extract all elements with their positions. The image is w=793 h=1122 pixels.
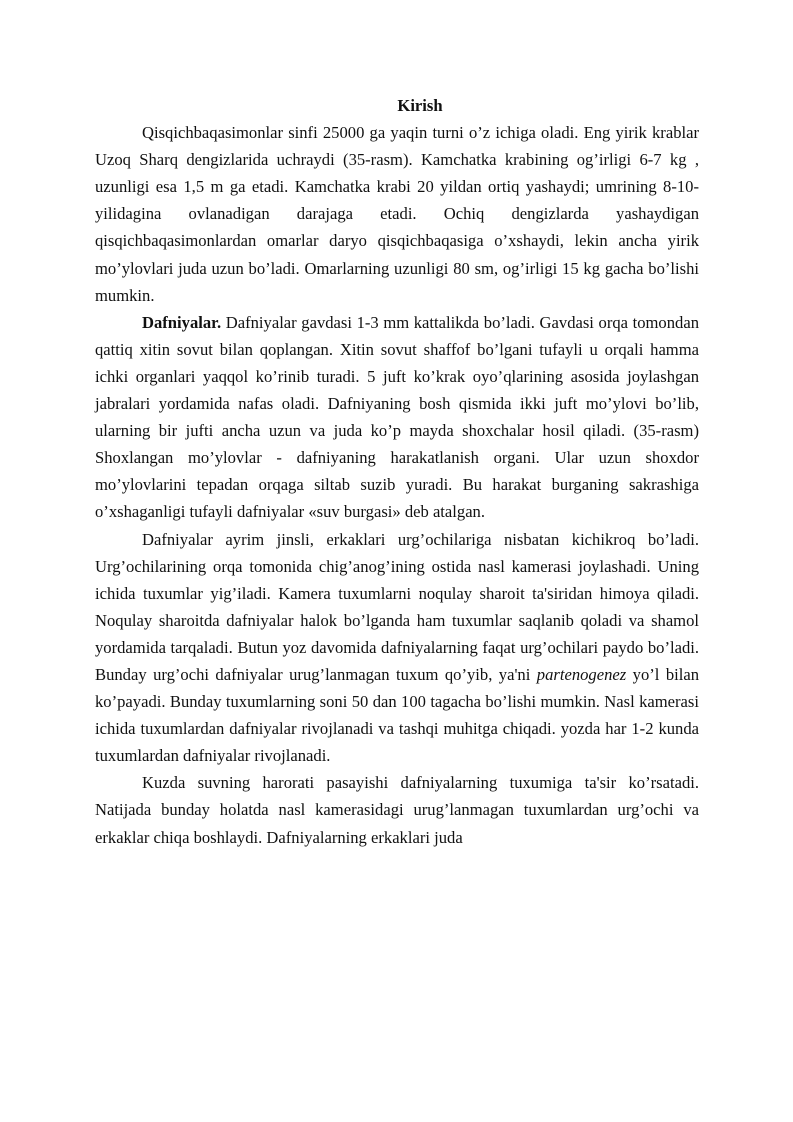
emphasis-run: partenogenez [536, 664, 627, 684]
document-body [95, 119, 699, 851]
body-paragraph [95, 309, 699, 526]
text-run: Qisqichbaqasimonlar sinfi 25000 ga yaqin turni o’z ichiga oladi. Eng yirik krablar Uzoq Sharq dengizlarida uchraydi (35-rasm). Kamchatka krabining og’irligi 6-7 kg , uzunligi esa 1,5 m ga etadi. Kamchatka krabi 20 yildan ortiq yashaydi; umrining 8-10-yilidagina ovlanadigan darajaga etadi. Ochiq dengizlarda yashaydigan qisqichbaqasimonlardan omarlar daryo qisqichbaqasiga o’xshaydi, lekin ancha yirik mo’ylovlari juda uzun bo’ladi. Omarlarning uzunligi 80 sm, og’irligi 15 kg gacha bo’lishi mumkin. [95, 123, 699, 305]
body-paragraph [95, 119, 699, 309]
page-title: Kirish [397, 96, 443, 115]
text-run: Kuzda suvning harorati pasayishi dafniyalarning tuxumiga ta'sir ko’rsatadi. Natijada bunday holatda nasl kamerasidagi urug’lanmagan tuxumlardan urg’ochi va erkaklar chiqa boshlaydi. Dafniyalarning erkaklari juda [95, 773, 699, 847]
document-page [95, 92, 699, 851]
text-run: Dafniyalar gavdasi 1-3 mm kattalikda bo’ladi. Gavdasi orqa tomondan qattiq xitin sovut bilan qoplangan. Xitin sovut shaffof bo’lgani tufayli u orqali hamma ichki organlari yaqqol ko’rinib turadi. 5 juft ko’krak oyo’qlarining asosida joylashgan jabralari yordamida nafas oladi. Dafniyaning bosh qismida ikki juft mo’ylovi bo’lib, ularning bir jufti ancha uzun va juda ko’p mayda shoxchalar hosil qiladi. (35-rasm) Shoxlangan mo’ylovlar - dafniyaning harakatlanish organi. Ular uzun shoxdor mo’ylovlarini tepadan orqaga siltab suzib yuradi. Bu harakat burganing sakrashiga o’xshaganligi tufayli dafniyalar «suv burgasi» deb atalgan. [95, 312, 699, 522]
section-heading-run: Dafniyalar. [142, 312, 222, 332]
text-run: Dafniyalar ayrim jinsli, erkaklari urg’ochilariga nisbatan kichikroq bo’ladi. Urg’ochilarining orqa tomonida chig’anog’ining ostida nasl kamerasi joylashadi. Uning ichida tuxumlar yig’iladi. Kamera tuxumlarni noqulay sharoit ta'siridan himoya qiladi. Noqulay sharoitda dafniyalar halok bo’lganda ham tuxumlar saqlanib qoladi va shamol yordamida tarqaladi. Butun yoz davomida dafniyalarning faqat urg’ochilari paydo bo’ladi. Bunday urg’ochi dafniyalar urug’lanmagan tuxum qo’yib, ya'ni [95, 529, 699, 684]
body-paragraph [95, 526, 699, 770]
text-run: yo’l bilan ko’payadi. Bunday tuxumlarning soni 50 dan 100 tagacha bo’lishi mumkin. Nasl kamerasi ichida tuxumlardan dafniyalar rivojlanadi va tashqi muhitga chiqadi. yozda har 1-2 kunda tuxumlardan dafniyalar rivojlanadi. [95, 664, 699, 766]
body-paragraph [95, 769, 699, 850]
